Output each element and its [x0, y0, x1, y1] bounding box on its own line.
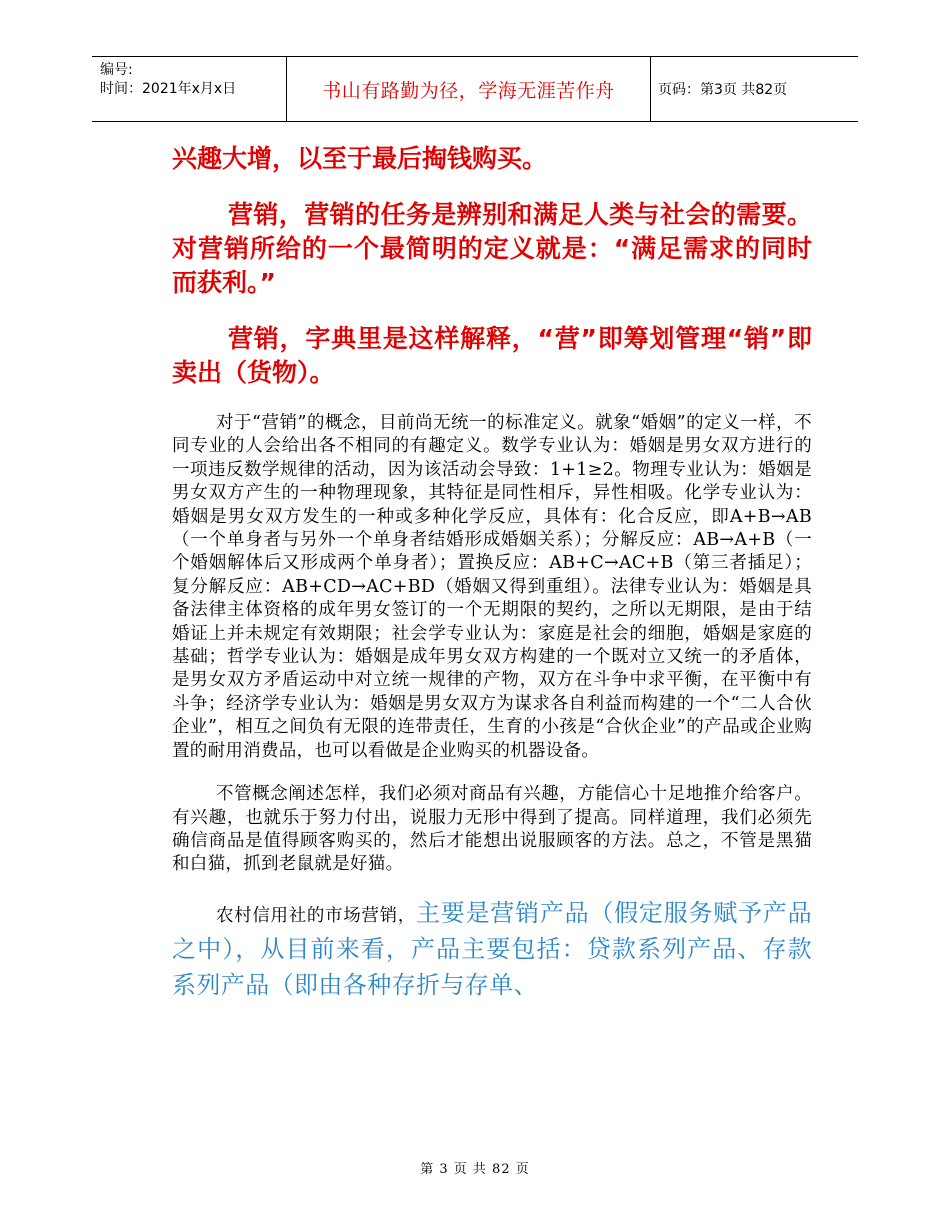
document-body	[172, 142, 812, 1025]
body-paragraph: 不管概念阐述怎样，我们必须对商品有兴趣，方能信心十足地推介给客户。有兴趣，也就乐于努力付出，说服力无形中得到了提高。同样道理，我们必须先确信商品是值得顾客购买的，然后才能想出说服顾客的方法。总之，不管是黑猫和白猫，抓到老鼠就是好猫。	[172, 784, 812, 875]
body-paragraph	[172, 897, 812, 1005]
header-page-info: 页码：第3页 共82页	[658, 82, 788, 98]
header-meta	[100, 61, 236, 99]
page-footer: 第 3 页 共 82 页	[420, 1162, 530, 1177]
red-heading: 兴趣大增，以至于最后掏钱购买。	[172, 144, 548, 173]
body-paragraph: 对于“营销”的概念，目前尚无统一的标准定义。就象“婚姻”的定义一样，不同专业的人会给出各不相同的有趣定义。数学专业认为：婚姻是男女双方进行的一项违反数学规律的活动，因为该活动会导致：1+1≥2。物理专业认为：婚姻是男女双方产生的一种物理现象，其特征是同性相斥，异性相吸。化学专业认为：婚姻是男女双方发生的一种或多种化学反应，具体有：化合反应，即A+B→AB（一个单身者与另外一个单身者结婚形成婚姻关系）；分解反应：AB→A+B（一个婚姻解体后又形成两个单身者）；置换反应：AB+C→AC+B（第三者插足）；复分解反应：AB+CD→AC+BD（婚姻又得到重组）。法律专业认为：婚姻是具备法律主体资格的成年男女签订的一个无期限的契约，之所以无期限，是由于结婚证上并未规定有效期限；社会学专业认为：家庭是社会的细胞，婚姻是家庭的基础；哲学专业认为：婚姻是成年男女双方构建的一个既对立又统一的矛盾体，是男女双方矛盾运动中对立统一规律的产物，双方在斗争中求平衡，在平衡中有斗争；经济学专业认为：婚姻是男女双方为谋求各自利益而构建的一个“二人合伙企业”，相互之间负有无限的连带责任，生育的小孩是“合伙企业”的产品或企业购置的耐用消费品，也可以看做是企业购买的机器设备。	[172, 413, 812, 761]
header-motto: 书山有路勤为径，学海无涯苦作舟	[322, 79, 615, 102]
paragraph-black-text: 农村信用社的市场营销，	[216, 905, 416, 926]
red-heading: 营销，营销的任务是辨别和满足人类与社会的需要。对营销所给的一个最简明的定义就是：“满足需求的同时而获利。”	[172, 200, 812, 297]
header-divider	[650, 57, 651, 121]
document-number-label: 编号:	[100, 62, 133, 78]
document-time-label: 时间：2021年x月x日	[100, 81, 237, 97]
paragraph-blue-text: 主要是营销产品（假定服务赋予产品之中），从目前来看，产品主要包括：贷款系列产品、存款系列产品（即由各种存折与存单、	[172, 898, 812, 999]
document-header	[92, 56, 858, 122]
red-heading: 营销，字典里是这样解释，“营”即筹划管理“销”即卖出（货物）。	[172, 324, 812, 387]
